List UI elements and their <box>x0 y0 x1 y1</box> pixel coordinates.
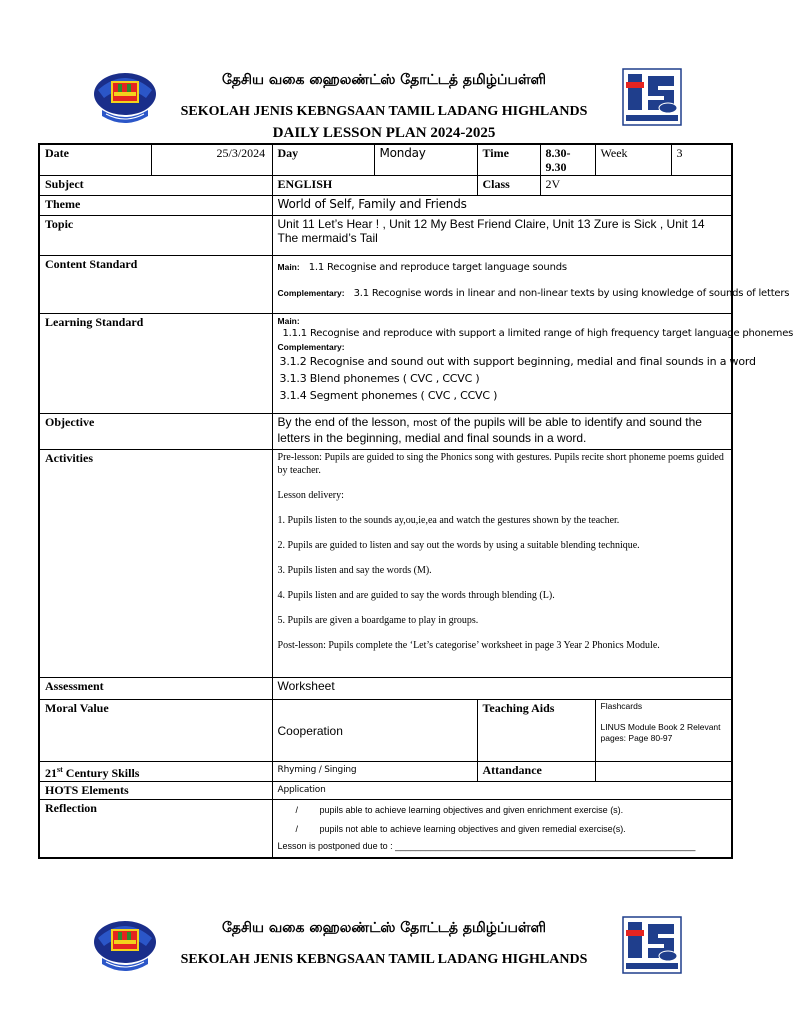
skills-label: 21st Century Skills <box>39 762 272 782</box>
reflection-check-mark: / <box>295 805 299 815</box>
topic-label: Topic <box>39 216 272 256</box>
content-main-value: 1.1 Recognise and reproduce target language sounds <box>308 262 567 273</box>
content-standard-cell <box>272 256 790 314</box>
reflection-line: / pupils not able to achieve learning objectives and given remedial exercise(s). <box>278 820 727 839</box>
day-value: Monday <box>374 144 477 176</box>
moral-value-row <box>39 700 732 762</box>
day-label: Day <box>272 144 374 176</box>
school-name: SEKOLAH JENIS KEBNGSAAN TAMIL LADANG HIGHLANDS <box>180 952 588 967</box>
attendance-value <box>595 762 732 782</box>
objective-value: By the end of the lesson, most of the pupils will be able to identify and sound the letters in the beginning, medial and final sounds in a word. <box>272 414 732 450</box>
objective-row <box>39 414 732 450</box>
activity-item: 3. Pupils listen and say the words (M). <box>277 565 432 576</box>
activities-label: Activities <box>39 450 272 678</box>
reflection-check-mark: / <box>295 824 299 834</box>
activity-item: Pre-lesson: Pupils are guided to sing the Phonics song with gestures. Pupils recite short phoneme poems guided by teacher. <box>277 452 724 476</box>
skills-value: Rhyming / Singing <box>272 762 477 782</box>
subject-value: ENGLISH <box>272 176 477 196</box>
class-label: Class <box>477 176 540 196</box>
content-main-label: Main: <box>277 262 300 272</box>
hots-label: HOTS Elements <box>39 782 272 800</box>
lesson-plan-table <box>38 143 793 859</box>
date-row <box>39 144 732 176</box>
topic-row <box>39 216 732 256</box>
learning-standard-cell <box>272 314 793 414</box>
time-value: 8.30-9.30 <box>540 144 595 176</box>
activity-item: 4. Pupils listen and are guided to say the words through blending (L). <box>277 590 555 601</box>
teaching-aids-item: LINUS Module Book 2 Relevant pages: Page 80-97 <box>600 722 721 743</box>
lesson-plan-title: DAILY LESSON PLAN 2024-2025 <box>272 125 496 141</box>
activity-item: 2. Pupils are guided to listen and say out the words by using a suitable blending technique. <box>277 540 640 551</box>
school-tamil-name: தேசிய வகை ஹைலண்ட்ஸ் தோட்டத் தமிழ்ப்பள்ளி <box>221 920 547 936</box>
page-header-repeat <box>0 910 768 990</box>
theme-label: Theme <box>39 196 272 216</box>
content-standard-label: Content Standard <box>39 256 272 314</box>
reflection-postponed-line: Lesson is postponed due to : ____________________________________________________________ <box>277 841 696 851</box>
moral-value: Cooperation <box>272 700 477 762</box>
reflection-cell <box>272 800 732 858</box>
learning-comp-label: Complementary: <box>277 342 345 352</box>
attendance-label: Attandance <box>477 762 595 782</box>
activity-item: Lesson delivery: <box>277 490 344 501</box>
learning-main-value: 1.1.1 Recognise and reproduce with support a limited range of high frequency target language phonemes <box>282 328 793 339</box>
theme-value: World of Self, Family and Friends <box>272 196 732 216</box>
time-label: Time <box>477 144 540 176</box>
learning-comp-item: 3.1.2 Recognise and sound out with support beginning, medial and final sounds in a word <box>279 355 756 368</box>
teaching-aids-label: Teaching Aids <box>477 700 595 762</box>
teaching-aids-cell <box>595 700 732 762</box>
subject-row <box>39 176 732 196</box>
content-comp-label: Complementary: <box>277 288 345 298</box>
hots-value: Application <box>272 782 732 800</box>
activity-item: Post-lesson: Pupils complete the ‘Let’s categorise’ worksheet in page 3 Year 2 Phonics Module. <box>277 640 660 651</box>
class-value: 2V <box>540 176 732 196</box>
skills-row <box>39 762 732 782</box>
objective-label: Objective <box>39 414 272 450</box>
activities-row <box>39 450 732 678</box>
subject-label: Subject <box>39 176 272 196</box>
assessment-row <box>39 678 732 700</box>
activities-cell <box>272 450 732 678</box>
date-label: Date <box>39 144 151 176</box>
content-standard-row <box>39 256 732 314</box>
learning-comp-item: 3.1.3 Blend phonemes ( CVC , CCVC ) <box>279 372 480 385</box>
content-comp-value: 3.1 Recognise words in linear and non-linear texts by using knowledge of sounds of letters <box>353 288 790 299</box>
week-label: Week <box>595 144 671 176</box>
activity-item: 1. Pupils listen to the sounds ay,ou,ie,ea and watch the gestures shown by the teacher. <box>277 515 620 526</box>
assessment-label: Assessment <box>39 678 272 700</box>
date-value: 25/3/2024 <box>151 144 272 176</box>
assessment-value: Worksheet <box>272 678 732 700</box>
school-tamil-name: தேசிய வகை ஹைலண்ட்ஸ் தோட்டத் தமிழ்ப்பள்ளி <box>221 72 547 88</box>
teaching-aids-item: Flashcards <box>600 701 643 711</box>
brand-logo-icon <box>622 916 682 974</box>
learning-comp-item: 3.1.4 Segment phonemes ( CVC , CCVC ) <box>279 389 498 402</box>
school-name: SEKOLAH JENIS KEBNGSAAN TAMIL LADANG HIGHLANDS <box>180 104 588 119</box>
activity-item: 5. Pupils are given a boardgame to play in groups. <box>277 615 479 626</box>
reflection-line: / pupils able to achieve learning objectives and given enrichment exercise (s). <box>278 801 727 820</box>
reflection-label: Reflection <box>39 800 272 858</box>
learning-standard-label: Learning Standard <box>39 314 272 414</box>
week-value: 3 <box>671 144 732 176</box>
reflection-row <box>39 800 732 858</box>
theme-row <box>39 196 732 216</box>
topic-value: Unit 11 Let’s Hear ! , Unit 12 My Best Friend Claire, Unit 13 Zure is Sick , Unit 14 The mermaid’s Tail <box>272 216 732 256</box>
hots-row <box>39 782 732 800</box>
learning-main-label: Main: <box>277 316 300 326</box>
learning-standard-row <box>39 314 732 414</box>
moral-value-label: Moral Value <box>39 700 272 762</box>
brand-logo-icon <box>622 68 682 126</box>
